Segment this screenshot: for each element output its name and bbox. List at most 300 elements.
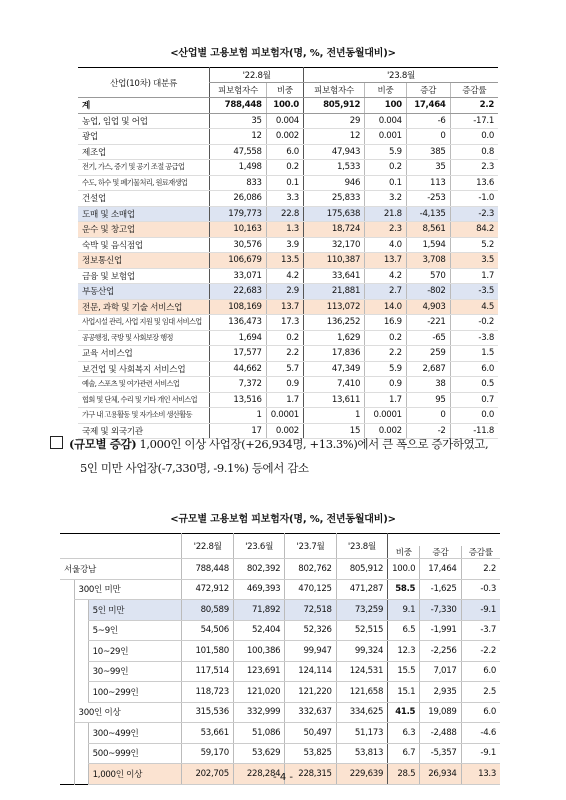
cell-value: 0.002 [266,129,303,145]
cell-value: 35 [210,113,266,129]
cell-value: 14.0 [365,299,407,315]
cell-value: 0.1 [365,175,407,191]
cell-value: 1,533 [303,160,364,176]
cell-value: 47,943 [303,144,364,160]
cell-value: 7,410 [303,377,364,393]
cell-value: 13.6 [450,175,498,191]
cell-value: 110,387 [303,253,364,269]
header-col: 증감률 [450,83,498,98]
cell-value: 4.0 [365,237,407,253]
cell-value: 16.9 [365,315,407,331]
table-row [60,702,500,723]
cell-value: 1 [210,408,266,424]
header-period-a: '22.8월 [210,68,304,83]
cell-value: 33,641 [303,268,364,284]
cell-value: 18,724 [303,222,364,238]
cell-value: -3.5 [450,284,498,300]
cell-value: 0.004 [365,113,407,129]
cell-value: 805,912 [336,559,387,580]
row-label: 협회 및 단체, 수리 및 기타 개인 서비스업 [78,392,210,408]
cell-value: 108,169 [210,299,266,315]
header-period: '23.6월 [233,534,284,559]
cell-value: 15.1 [388,682,420,703]
cell-value: -0.2 [450,315,498,331]
row-label: 부동산업 [78,284,210,300]
cell-value: 6.0 [461,702,500,723]
cell-value: 5.7 [266,361,303,377]
cell-value: 1.3 [266,222,303,238]
cell-value: 1,594 [406,237,450,253]
cell-value: 41.5 [388,702,420,723]
row-label: 보건업 및 사회복지 서비스업 [78,361,210,377]
cell-value: 570 [406,268,450,284]
cell-value: -2,488 [420,723,461,744]
cell-value: 3.3 [266,191,303,207]
cell-value: 29 [303,113,364,129]
cell-value: 259 [406,346,450,362]
table-row [78,160,498,176]
cell-value: 13.7 [365,253,407,269]
row-label: 300~499인 [88,723,182,744]
table-row [78,113,498,129]
indent-spacer [60,661,74,682]
row-label: 숙박 및 음식점업 [78,237,210,253]
row-label: 가구 내 고용활동 및 자가소비 생산활동 [78,408,210,424]
cell-value: 12 [303,129,364,145]
cell-value: 179,773 [210,206,266,222]
table-row [78,346,498,362]
cell-value: 6.0 [450,361,498,377]
cell-value: 0.0 [450,408,498,424]
cell-value: 17 [210,423,266,439]
row-label: 100~299인 [88,682,182,703]
cell-value: 12 [210,129,266,145]
cell-value: 52,404 [233,620,284,641]
cell-value: 52,326 [285,620,336,641]
row-label: 공공행정, 국방 및 사회보장 행정 [78,330,210,346]
table-row [78,129,498,145]
cell-value: -9.1 [461,743,500,764]
header-row-label: 산업(10차) 대분류 [78,68,210,98]
cell-value: 0.002 [365,423,407,439]
table-row [60,682,500,703]
row-label: 30~99인 [88,661,182,682]
cell-value: -3.8 [450,330,498,346]
cell-value: 35 [406,160,450,176]
cell-value: 7,017 [420,661,461,682]
cell-value: 17,464 [406,98,450,114]
table-row [78,361,498,377]
cell-value: 121,020 [233,682,284,703]
cell-value: 2.3 [365,222,407,238]
cell-value: 202,705 [182,764,233,785]
table-row [78,268,498,284]
cell-value: 80,589 [182,600,233,621]
paragraph-line1: 1,000인 이상 사업장(+26,934명, +13.3%)에서 큰 폭으로 증가하였고, [136,437,489,451]
cell-value: 332,637 [285,702,336,723]
indent-spacer [60,579,74,600]
row-label: 전문, 과학 및 기술 서비스업 [78,299,210,315]
cell-value: 802,392 [233,559,284,580]
row-label: 정보통신업 [78,253,210,269]
cell-value: 99,947 [285,641,336,662]
cell-value: -3.7 [461,620,500,641]
cell-value: 2.2 [365,346,407,362]
indent-spacer [74,620,88,641]
cell-value: 2.2 [450,98,498,114]
cell-value: -6 [406,113,450,129]
cell-value: 12.3 [388,641,420,662]
cell-value: 52,515 [336,620,387,641]
cell-value: 3.2 [365,191,407,207]
header-col: 증감률 [461,546,500,559]
cell-value: 100.0 [266,98,303,114]
cell-value: 136,252 [303,315,364,331]
cell-value: -802 [406,284,450,300]
cell-value: 5.9 [365,361,407,377]
cell-value: 113,072 [303,299,364,315]
cell-value: 100.0 [388,559,420,580]
cell-value: 0.1 [266,175,303,191]
cell-value: 946 [303,175,364,191]
cell-value: 229,639 [336,764,387,785]
cell-value: -1.0 [450,191,498,207]
row-label: 도매 및 소매업 [78,206,210,222]
cell-value: 1.7 [450,268,498,284]
row-label: 300인 이상 [74,702,182,723]
cell-value: 471,287 [336,579,387,600]
row-label: 사업시설 관리, 사업 지원 및 임대 서비스업 [78,315,210,331]
cell-value: 32,170 [303,237,364,253]
row-label: 교육 서비스업 [78,346,210,362]
cell-value: 54,506 [182,620,233,641]
indent-spacer [60,641,74,662]
cell-value: 44,662 [210,361,266,377]
table2-caption: <규모별 고용보험 피보험자(명, %, 전년동월대비)> [170,514,396,525]
cell-value: 26,934 [420,764,461,785]
table-row [78,377,498,393]
cell-value: 2.2 [266,346,303,362]
cell-value: 1,694 [210,330,266,346]
cell-value: 1.7 [266,392,303,408]
cell-value: -221 [406,315,450,331]
cell-value: 8,561 [406,222,450,238]
table-row [60,559,500,580]
cell-value: 84.2 [450,222,498,238]
cell-value: 7,372 [210,377,266,393]
cell-value: 121,658 [336,682,387,703]
cell-value: 51,086 [233,723,284,744]
cell-value: 2,687 [406,361,450,377]
cell-value: 2,935 [420,682,461,703]
table-row [60,723,500,744]
cell-value: 113 [406,175,450,191]
cell-value: 0.2 [365,330,407,346]
row-label: 농업, 임업 및 어업 [78,113,210,129]
cell-value: 59,170 [182,743,233,764]
cell-value: 22.8 [266,206,303,222]
cell-value: 332,999 [233,702,284,723]
cell-value: 73,259 [336,600,387,621]
cell-value: 2.2 [461,559,500,580]
cell-value: 53,825 [285,743,336,764]
cell-value: 0.2 [365,160,407,176]
header-col: 비중 [365,83,407,98]
cell-value: 58.5 [388,579,420,600]
cell-value: -2.3 [450,206,498,222]
cell-value: 0.8 [450,144,498,160]
cell-value: 21.8 [365,206,407,222]
row-label: 계 [78,98,210,114]
table-row [60,641,500,662]
cell-value: 13,516 [210,392,266,408]
table-row [78,408,498,424]
cell-value: 17,464 [420,559,461,580]
row-label: 1,000인 이상 [88,764,182,785]
cell-value: 17,577 [210,346,266,362]
table-row [78,284,498,300]
cell-value: 21,881 [303,284,364,300]
cell-value: 10,163 [210,222,266,238]
cell-value: 1,629 [303,330,364,346]
row-label: 운수 및 창고업 [78,222,210,238]
indent-spacer [60,702,74,723]
row-label: 제조업 [78,144,210,160]
cell-value: 5.2 [450,237,498,253]
cell-value: 0.002 [266,423,303,439]
cell-value: 228,315 [285,764,336,785]
cell-value: 123,691 [233,661,284,682]
header-col: 피보험자수 [303,83,364,98]
row-label: 금융 및 보험업 [78,268,210,284]
cell-value: 1.5 [450,346,498,362]
table-row [78,392,498,408]
cell-value: -0.3 [461,579,500,600]
cell-value: 3.5 [450,253,498,269]
cell-value: -253 [406,191,450,207]
cell-value: 0.5 [450,377,498,393]
table-row [78,206,498,222]
header-period-b: '23.8월 [303,68,498,83]
cell-value: 53,661 [182,723,233,744]
cell-value: -65 [406,330,450,346]
indent-spacer [60,620,74,641]
cell-value: 72,518 [285,600,336,621]
cell-value: 0.9 [266,377,303,393]
row-label: 500~999인 [88,743,182,764]
cell-value: -2.2 [461,641,500,662]
cell-value: 95 [406,392,450,408]
table-row [78,315,498,331]
header-col: 피보험자수 [210,83,266,98]
cell-value: 118,723 [182,682,233,703]
cell-value: 13,611 [303,392,364,408]
header-blank [60,534,182,559]
indent-spacer [74,661,88,682]
indent-spacer [74,682,88,703]
cell-value: 13.5 [266,253,303,269]
header-blank [388,534,500,547]
cell-value: 334,625 [336,702,387,723]
cell-value: 4.5 [450,299,498,315]
cell-value: 53,629 [233,743,284,764]
cell-value: 136,473 [210,315,266,331]
cell-value: 0 [406,408,450,424]
table-row [60,661,500,682]
cell-value: -2 [406,423,450,439]
cell-value: 13.3 [461,764,500,785]
cell-value: 3,708 [406,253,450,269]
indent-spacer [60,723,74,744]
cell-value: 117,514 [182,661,233,682]
cell-value: 0.001 [365,129,407,145]
header-period: '23.8월 [336,534,387,559]
indent-spacer [74,723,88,744]
row-label: 서울강남 [60,559,182,580]
cell-value: 17,836 [303,346,364,362]
header-col: 비중 [266,83,303,98]
paragraph-bold: (규모별 증감) [69,437,137,451]
cell-value: 6.0 [461,661,500,682]
row-label: 광업 [78,129,210,145]
row-label: 전기, 가스, 증기 및 공기 조절 공급업 [78,160,210,176]
table-row [60,579,500,600]
row-label: 건설업 [78,191,210,207]
cell-value: 833 [210,175,266,191]
cell-value: -11.8 [450,423,498,439]
cell-value: 15 [303,423,364,439]
indent-spacer [74,641,88,662]
cell-value: 0.2 [266,160,303,176]
table-row [78,299,498,315]
cell-value: 0.9 [365,377,407,393]
cell-value: 1 [303,408,364,424]
cell-value: 38 [406,377,450,393]
cell-value: 1.7 [365,392,407,408]
cell-value: 106,679 [210,253,266,269]
row-label: 300인 미만 [74,579,182,600]
cell-value: 1,498 [210,160,266,176]
header-period: '22.8월 [182,534,233,559]
cell-value: 3.9 [266,237,303,253]
table-row [60,600,500,621]
cell-value: -7,330 [420,600,461,621]
cell-value: 802,762 [285,559,336,580]
cell-value: -2,256 [420,641,461,662]
cell-value: -1,625 [420,579,461,600]
cell-value: 175,638 [303,206,364,222]
cell-value: 33,071 [210,268,266,284]
header-col: 비중 [388,546,420,559]
cell-value: 47,349 [303,361,364,377]
indent-spacer [74,600,88,621]
cell-value: 4.2 [365,268,407,284]
table-row [78,253,498,269]
cell-value: 0.0001 [365,408,407,424]
row-label: 예술, 스포츠 및 여가관련 서비스업 [78,377,210,393]
table-row [78,330,498,346]
cell-value: 4.2 [266,268,303,284]
page-number: - 4 - [273,772,293,783]
cell-value: 385 [406,144,450,160]
cell-value: 100 [365,98,407,114]
cell-value: 50,497 [285,723,336,744]
row-label: 국제 및 외국기관 [78,423,210,439]
cell-value: 121,220 [285,682,336,703]
header-period: '23.7월 [285,534,336,559]
cell-value: 51,173 [336,723,387,744]
cell-value: 0 [406,129,450,145]
cell-value: 0.0001 [266,408,303,424]
cell-value: 4,903 [406,299,450,315]
cell-value: 6.0 [266,144,303,160]
header-col: 증감 [406,83,450,98]
cell-value: 15.5 [388,661,420,682]
cell-value: 22,683 [210,284,266,300]
cell-value: 28.5 [388,764,420,785]
header-col: 증감 [420,546,461,559]
cell-value: 53,813 [336,743,387,764]
cell-value: 788,448 [210,98,266,114]
table-row [78,175,498,191]
cell-value: -5,357 [420,743,461,764]
cell-value: 2.3 [450,160,498,176]
cell-value: 0.2 [266,330,303,346]
indent-spacer [74,743,88,764]
summary-paragraph [50,432,550,480]
table-row [78,144,498,160]
industry-table [78,67,498,439]
table-row [78,237,498,253]
cell-value: 788,448 [182,559,233,580]
cell-value: 99,324 [336,641,387,662]
cell-value: 472,912 [182,579,233,600]
row-label: 수도, 하수 및 폐기물처리, 원료재생업 [78,175,210,191]
cell-value: 228,284 [233,764,284,785]
cell-value: 470,125 [285,579,336,600]
cell-value: 2.9 [266,284,303,300]
cell-value: 0.0 [450,129,498,145]
indent-spacer [60,682,74,703]
row-label: 5~9인 [88,620,182,641]
cell-value: 6.7 [388,743,420,764]
cell-value: 19,089 [420,702,461,723]
table-row [60,743,500,764]
cell-value: -4,135 [406,206,450,222]
row-label: 5인 미만 [88,600,182,621]
cell-value: 100,386 [233,641,284,662]
paragraph-line2: 5인 미만 사업장(-7,330명, -9.1%) 등에서 감소 [80,461,309,475]
cell-value: 6.3 [388,723,420,744]
cell-value: 124,114 [285,661,336,682]
cell-value: 124,531 [336,661,387,682]
table1-caption: <산업별 고용보험 피보험자(명, %, 전년동월대비)> [170,48,396,59]
indent-spacer [60,743,74,764]
cell-value: 2.7 [365,284,407,300]
cell-value: 30,576 [210,237,266,253]
table-row [78,191,498,207]
table-row [78,222,498,238]
row-label: 10~29인 [88,641,182,662]
cell-value: 805,912 [303,98,364,114]
cell-value: -9.1 [461,600,500,621]
cell-value: 2.5 [461,682,500,703]
cell-value: -17.1 [450,113,498,129]
cell-value: 13.7 [266,299,303,315]
cell-value: 469,393 [233,579,284,600]
cell-value: 71,892 [233,600,284,621]
cell-value: 6.5 [388,620,420,641]
